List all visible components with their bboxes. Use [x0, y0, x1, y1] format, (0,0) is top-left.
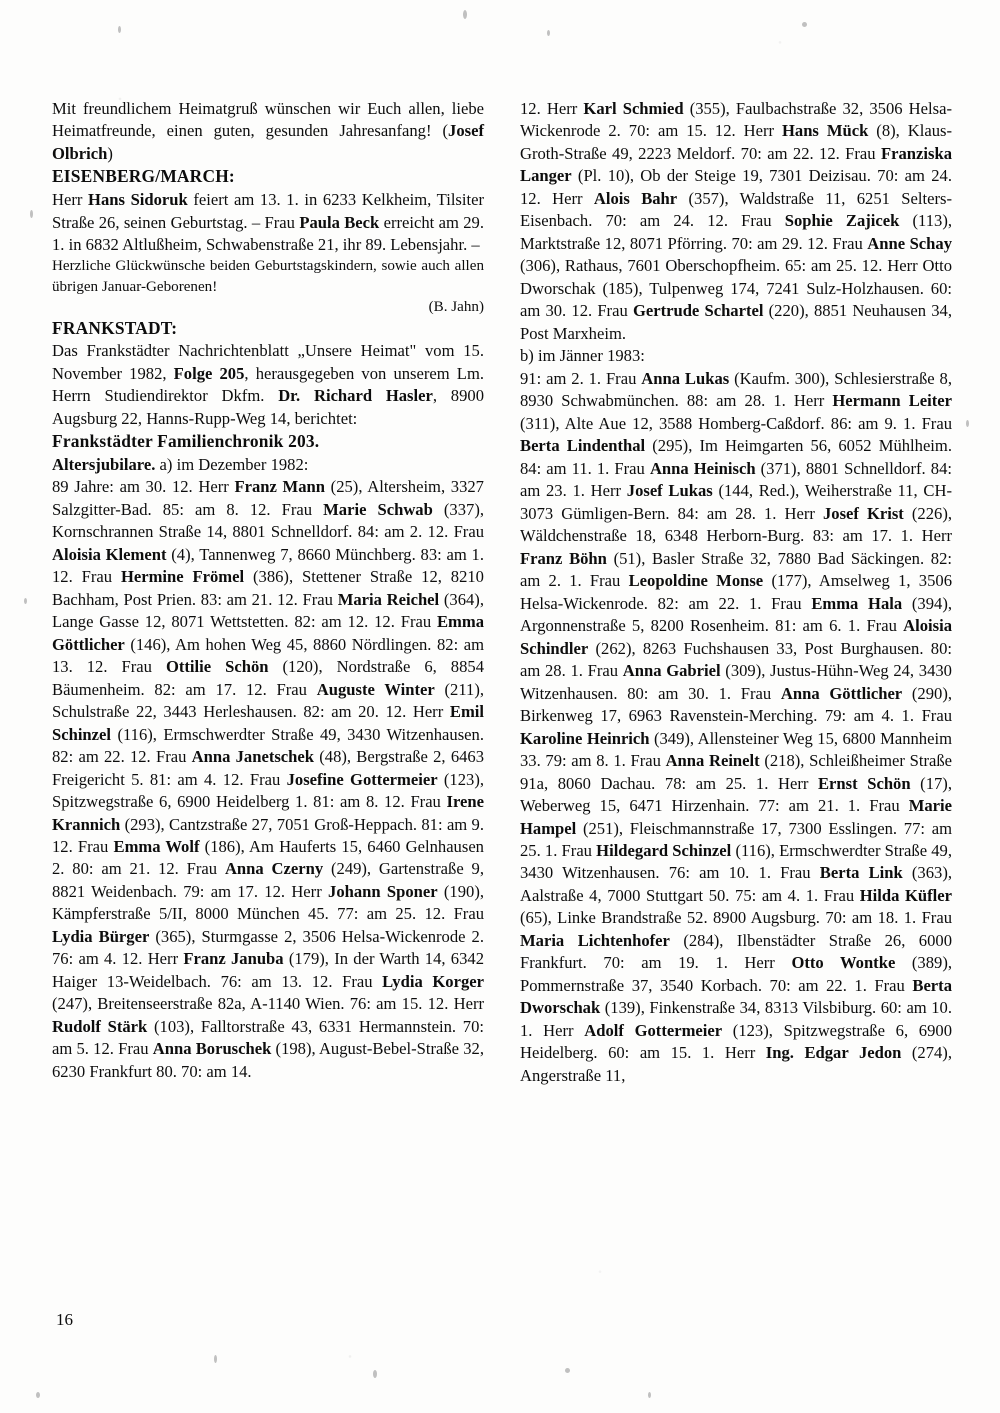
scan-speck	[373, 1370, 377, 1378]
subheading-familienchronik: Frankstädter Familienchronik 203.	[52, 431, 320, 452]
scan-speck	[966, 420, 969, 427]
altersjubilare-line	[52, 454, 484, 476]
section-heading-frankstadt: FRANKSTADT:	[52, 317, 178, 338]
two-column-body	[52, 98, 952, 1087]
section-heading-eisenberg-march: EISENBERG/MARCH:	[52, 166, 235, 187]
intro-paragraph: Mit freundlichem Heimatgruß wünschen wir Euch allen, liebe Heimatfreunde, einen guten, gesunden Jahresanfang! (Josef Olbrich)	[52, 99, 484, 163]
scan-speck	[565, 1368, 570, 1373]
eisenberg-march-signature: (B. Jahn)	[428, 298, 484, 315]
scan-speck	[24, 598, 27, 604]
scan-speck	[118, 26, 121, 33]
scan-speck	[463, 10, 467, 19]
eisenberg-march-congratulations: Herzliche Glückwünsche beiden Geburtstagskindern, sowie auch allen übrigen Januar-Geborenen!	[52, 258, 484, 295]
scan-speck	[36, 1392, 40, 1398]
scan-speck	[648, 1392, 651, 1398]
scan-speck	[30, 210, 33, 218]
altersjubilare-entries-december-continued: 12. Herr Karl Schmied (355), Faulbachstraße 32, 3506 Helsa-Wickenrode 2. 70: am 15. 12. Herr Hans Mück (8), Klaus-Groth-Straße 49, 2223 Meldorf. 70: am 22. 12. Frau Franziska Langer (Pl. 10), Ob der Steige 19, 7301 Deizisau. 70: am 24. 12. Herr Alois Bahr (357), Waldstraße 11, 6251 Selters-Eisenbach. 70: am 24. 12. Frau Sophie Zajicek (113), Marktstraße 12, 8071 Pförring. 70: am 29. 12. Frau Anne Schay (306), Rathaus, 7601 Oberschopfheim. 65: am 25. 12. Herr Otto Dworschak (185), Tulpenweg 174, 7241 Sulz-Holzhausen. 60: am 30. 12. Frau Gertrude Schartel (220), 8851 Neuhausen 34, Post Marxheim.	[520, 99, 952, 343]
altersjubilare-label: Altersjubilare.	[52, 454, 156, 474]
altersjubilare-entries-january: 91: am 2. 1. Frau Anna Lukas (Kaufm. 300), Schlesierstraße 8, 8930 Schwabmünchen. 88: am 28. 1. Herr Hermann Leiter (311), Alte Aue 12, 3588 Homberg-Caßdorf. 86: am 9. 1. Frau Berta Lindenthal (295), Im Heimgarten 56, 6052 Mühlheim. 84: am 11. 1. Frau Anna Heinisch (371), 8801 Schnelldorf. 84: am 23. 1. Herr Josef Lukas (144, Red.), Weiherstraße 11, CH-3073 Gümligen-Bern. 84: am 28. 1. Herr Josef Krist (226), Wäldchenstraße 18, 6348 Herborn-Burg. 83: am 17. 1. Herr Franz Böhn (51), Basler Straße 32, 7880 Bad Säckingen. 82: am 2. 1. Frau Leopoldine Monse (177), Amselweg 1, 3506 Helsa-Wickenrode. 82: am 22. 1. Frau Emma Hala (394), Argonnenstraße 5, 8200 Rosenheim. 81: am 6. 1. Frau Aloisia Schindler (262), 8263 Fuchshausen 33, Post Burghausen. 80: am 28. 1. Frau Anna Gabriel (309), Justus-Hühn-Weg 24, 3430 Witzenhausen. 80: am 30. 1. Frau Anna Göttlicher (290), Birkenweg 17, 6963 Ravenstein-Merching. 79: am 4. 1. Frau Karoline Heinrich (349), Allensteiner Weg 15, 6800 Mannheim 33. 79: am 8. 1. Frau Anna Reinelt (218), Schleißheimer Straße 91a, 8060 Dachau. 78: am 25. 1. Herr Ernst Schön (17), Weberweg 15, 6471 Hirzenhain. 77: am 21. 1. Frau Marie Hampel (251), Fleischmannstraße 17, 7300 Esslingen. 77: am 25. 1. Frau Hildegard Schinzel (116), Ermschwerdter Straße 49, 3430 Witzenhausen. 76: am 10. 1. Frau Berta Link (363), Aalstraße 4, 7000 Stuttgart 50. 75: am 4. 1. Frau Hilda Küfler (65), Linke Brandstraße 52. 8900 Augsburg. 70: am 18. 1. Frau Maria Lichtenhofer (284), Ilbenstädter Straße 26, 6000 Frankfurt. 70: am 19. 1. Herr Otto Wontke (389), Pommernstraße 37, 3540 Korbach. 70: am 22. 1. Frau Berta Dworschak (139), Finkenstraße 34, 8313 Vilsbiburg. 60: am 10. 1. Herr Adolf Gottermeier (123), Spitzwegstraße 6, 6900 Heidelberg. 60: am 15. 1. Herr Ing. Edgar Jedon (274), Angerstraße 11,	[520, 368, 953, 1085]
scan-speck	[547, 30, 550, 36]
altersjubilare-period-b: b) im Jänner 1983:	[520, 346, 645, 366]
frankstadt-intro-paragraph: Das Frankstädter Nachrichtenblatt „Unsere Heimat" vom 15. November 1982, Folge 205, herausgegeben von unserem Lm. Herrn Studiendirektor Dkfm. Dr. Richard Hasler, 8900 Augsburg 22, Hanns-Rupp-Weg 14, berichtet:	[52, 341, 484, 428]
left-column	[52, 98, 484, 1087]
scan-speck	[214, 1355, 217, 1363]
page-number: 16	[56, 1310, 73, 1329]
altersjubilare-period-a: a) im Dezember 1982:	[159, 454, 309, 474]
altersjubilare-entries-december: 89 Jahre: am 30. 12. Herr Franz Mann (25), Altersheim, 3327 Salzgitter-Bad. 85: am 8. 12. Frau Marie Schwab (337), Kornschrannen Straße 14, 8801 Schnelldorf. 84: am 2. 12. Frau Aloisia Klement (4), Tannenweg 7, 8660 Münchberg. 83: am 1. 12. Frau Hermine Frömel (386), Stettener Straße 12, 8210 Bachham, Post Prien. 83: am 21. 12. Frau Maria Reichel (364), Lange Gasse 12, 8071 Wettstetten. 82: am 12. 12. Frau Emma Göttlicher (146), Am hohen Weg 45, 8860 Nördlingen. 82: am 13. 12. Frau Ottilie Schön (120), Nordstraße 6, 8854 Bäumenheim. 82: am 17. 12. Frau Auguste Winter (211), Schulstraße 22, 3443 Herleshausen. 82: am 20. 12. Herr Emil Schinzel (116), Ermschwerdter Straße 49, 3430 Witzenhausen. 82: am 22. 12. Frau Anna Janetschek (48), Bergstraße 2, 6463 Freigericht 5. 81: am 4. 12. Frau Josefine Gottermeier (123), Spitzwegstraße 6, 6900 Heidelberg 1. 81: am 8. 12. Frau Irene Krannich (293), Cantzstraße 27, 7051 Groß-Heppach. 81: am 9. 12. Frau Emma Wolf (186), Am Hauferts 15, 6460 Gelnhausen 2. 80: am 21. 12. Frau Anna Czerny (249), Gartenstraße 9, 8821 Weidenbach. 79: am 17. 12. Herr Johann Sponer (190), Kämpferstraße 5/II, 8000 München 45. 77: am 25. 12. Frau Lydia Bürger (365), Sturmgasse 2, 3506 Helsa-Wickenrode 2. 76: am 4. 12. Herr Franz Januba (179), In der Warth 14, 6342 Haiger 13-Weidelbach. 76: am 13. 12. Frau Lydia Korger (247), Breitenseerstraße 82a, A-1140 Wien. 76: am 15. 12. Herr Rudolf Stärk (103), Falltorstraße 43, 6331 Hermannstein. 70: am 5. 12. Frau Anna Boruschek (198), August-Bebel-Straße 32, 6230 Frankfurt 80. 70: am 14.	[52, 477, 485, 1081]
eisenberg-march-paragraph: Herr Hans Sidoruk feiert am 13. 1. in 6233 Kelkheim, Tilsiter Straße 26, seinen Geburtstag. – Frau Paula Beck erreicht am 29. 1. in 6832 Altlußheim, Schwabenstraße 21, ihr 89. Lebensjahr. –	[52, 190, 484, 254]
right-column	[520, 98, 952, 1087]
scan-speck	[802, 22, 807, 27]
